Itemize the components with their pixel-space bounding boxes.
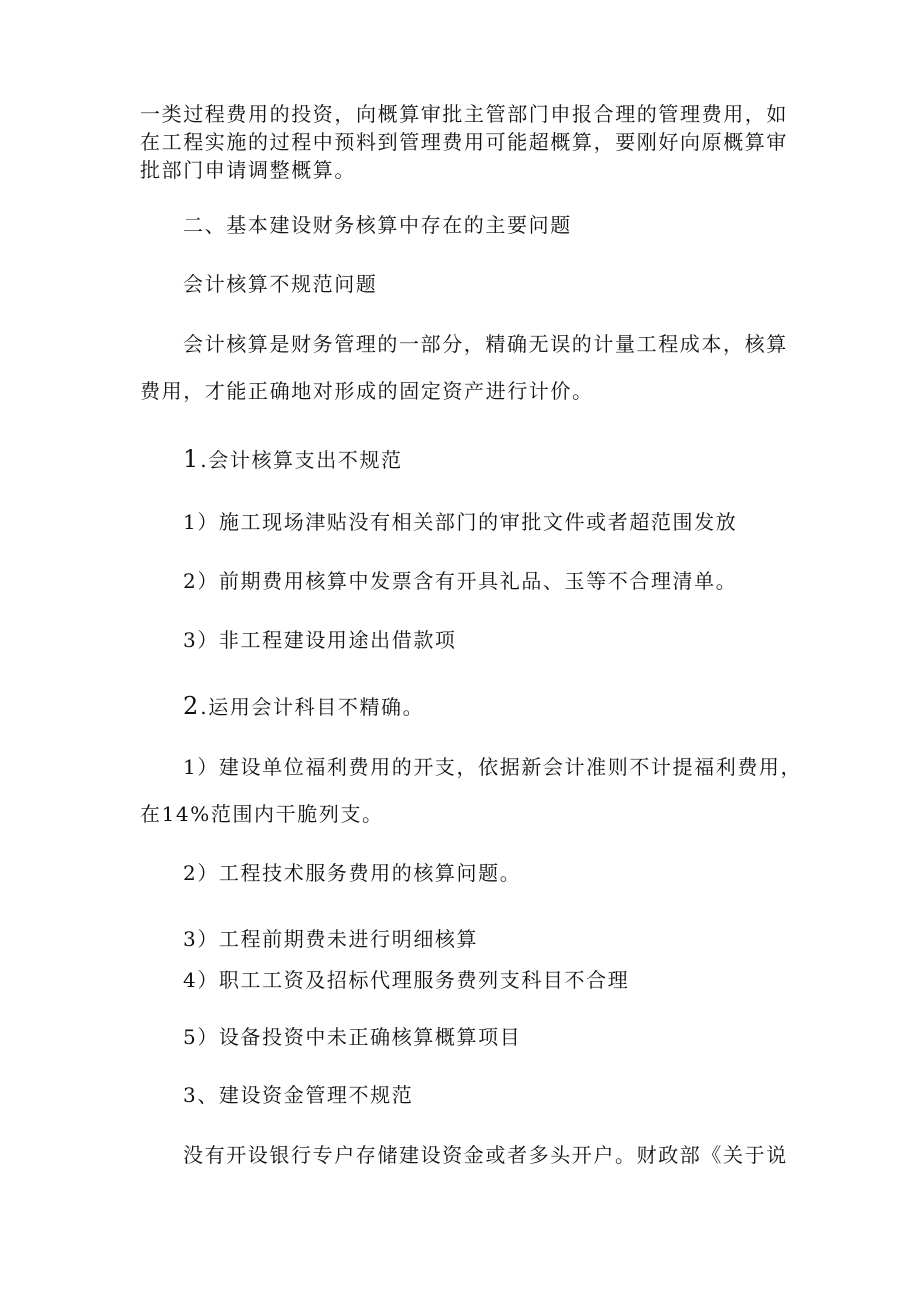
last-paragraph-line: 没有开设银行专户存储建设资金或者多头开户。财政部《关于说 [183,1143,788,1167]
subheading: 会计核算不规范问题 [183,272,378,296]
item2-point: 4）职工工资及招标代理服务费列支科目不合理 [183,968,630,992]
item2-point1-line-2: 在14%范围内干脆列支。 [140,802,384,826]
intro-line-2: 在工程实施的过程中预料到管理费用可能超概算，要刚好向原概算审 [140,130,788,154]
item1-number: 1 [183,445,199,473]
accounting-line-1: 会计核算是财务管理的一部分，精确无误的计量工程成本，核算 [183,332,788,356]
item2-number: 2 [183,692,199,720]
item2-point: 5）设备投资中未正确核算概算项目 [183,1025,522,1049]
item2-title: .运用会计科目不精确。 [200,695,425,719]
accounting-line-2: 费用，才能正确地对形成的固定资产进行计价。 [140,379,594,403]
intro-line-3: 批部门申请调整概算。 [140,158,356,182]
item2-heading [183,693,424,720]
section-heading: 二、基本建设财务核算中存在的主要问题 [183,213,572,237]
intro-line-1: 一类过程费用的投资，向概算审批主管部门申报合理的管理费用，如 [140,102,788,126]
item3-heading: 3、建设资金管理不规范 [183,1083,414,1107]
item1-heading [183,446,403,473]
item1-point: 1）施工现场津贴没有相关部门的审批文件或者超范围发放 [183,510,738,534]
item1-title: .会计核算支出不规范 [200,448,403,472]
item2-point: 2）工程技术服务费用的核算问题。 [183,861,522,885]
item1-point: 2）前期费用核算中发票含有开具礼品、玉等不合理清单。 [183,569,738,593]
item2-point1-line-1: 1）建设单位福利费用的开支，依据新会计准则不计提福利费用， [183,755,803,779]
item1-point: 3）非工程建设用途出借款项 [183,628,457,652]
item2-point: 3）工程前期费未进行明细核算 [183,927,479,951]
